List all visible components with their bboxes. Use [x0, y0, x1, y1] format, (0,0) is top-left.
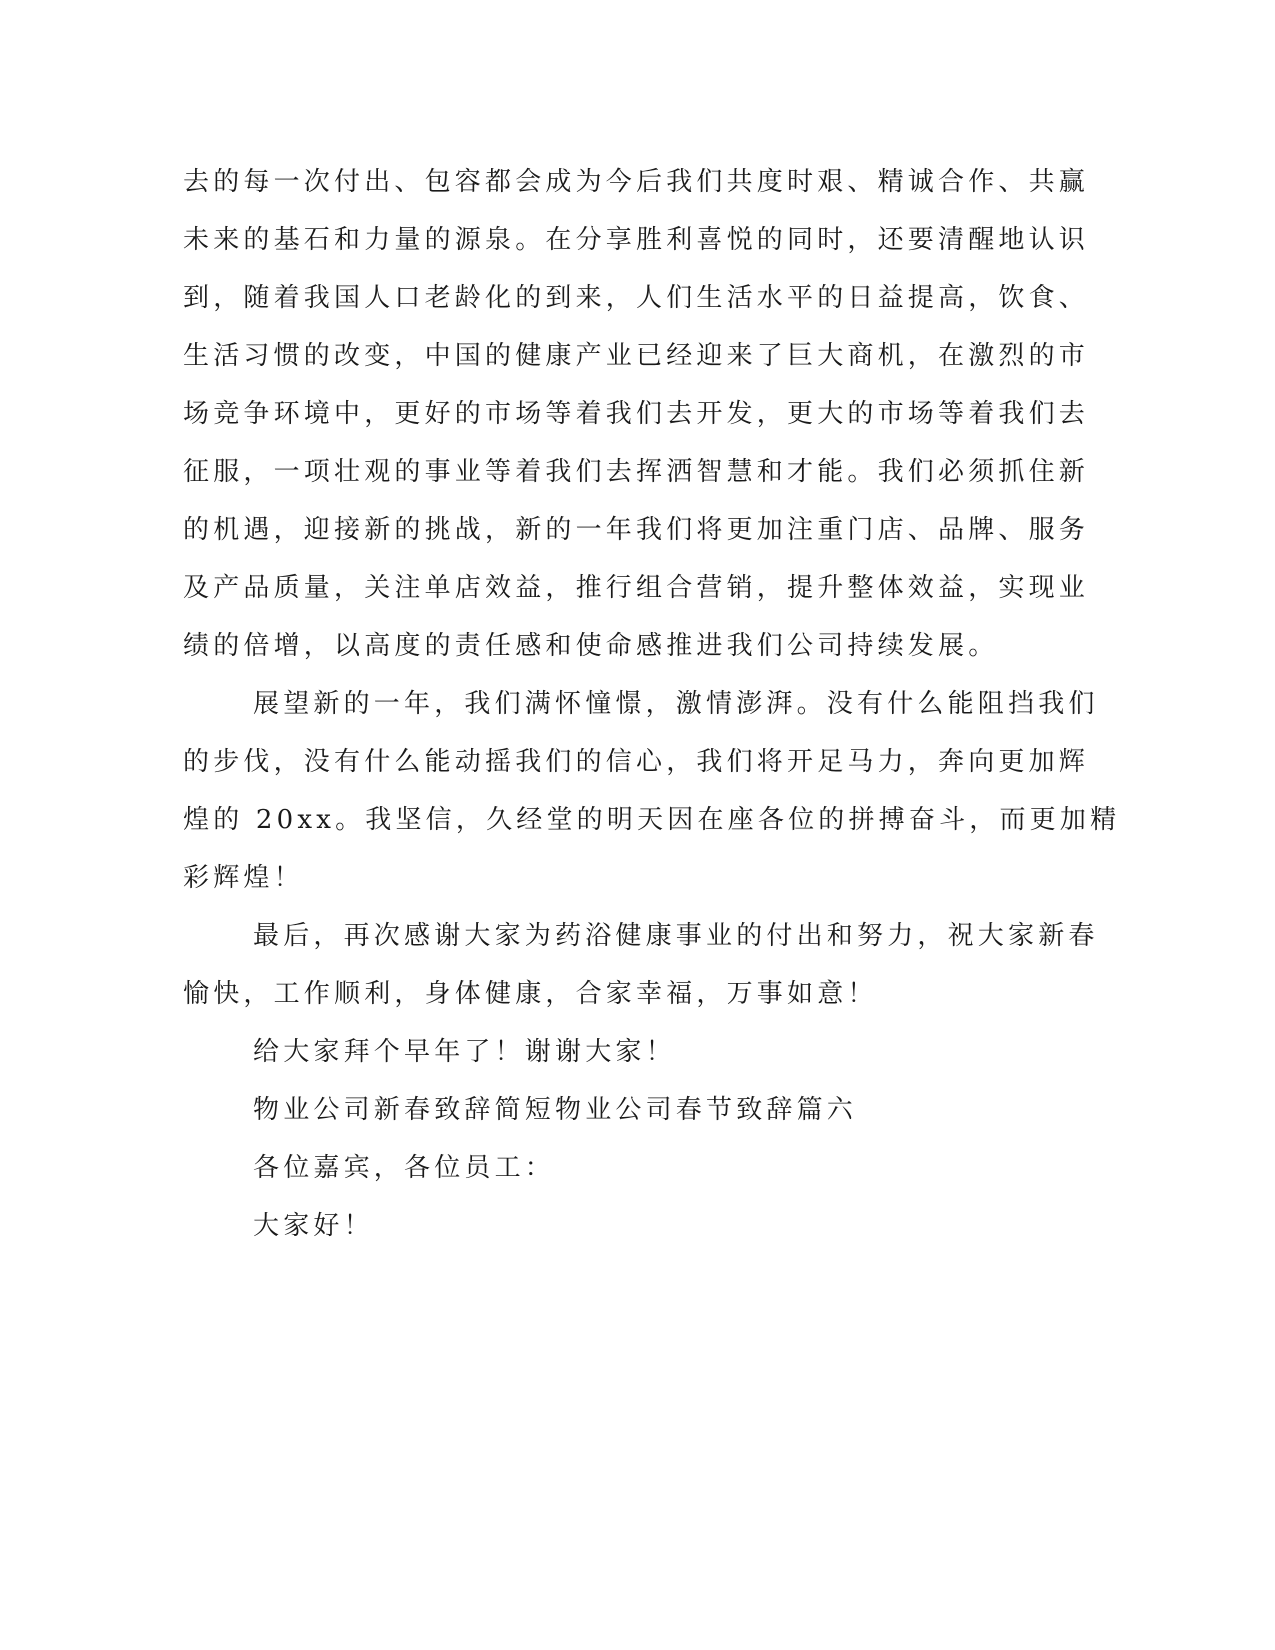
document-body: [183, 153, 1121, 1255]
section-heading-line: 物业公司新春致辞简短物业公司春节致辞篇六: [253, 1095, 858, 1125]
paragraph-start-line: 展望新的一年，我们满怀憧憬，激情澎湃。没有什么能阻挡我们: [253, 689, 1099, 719]
salutation-line: 各位嘉宾，各位员工：: [253, 1153, 556, 1183]
text-line: 绩的倍增，以高度的责任感和使命感推进我们公司持续发展。: [183, 631, 999, 661]
text-line: 到，随着我国人口老龄化的到来，人们生活水平的日益提高，饮食、: [183, 283, 1090, 313]
text-line: 生活习惯的改变，中国的健康产业已经迎来了巨大商机，在激烈的市: [183, 341, 1090, 371]
text-line: 的步伐，没有什么能动摇我们的信心，我们将开足马力，奔向更加辉: [183, 747, 1090, 777]
text-line: 及产品质量，关注单店效益，推行组合营销，提升整体效益，实现业: [183, 573, 1090, 603]
paragraph-start-line: 最后，再次感谢大家为药浴健康事业的付出和努力，祝大家新春: [253, 921, 1099, 951]
text-line: 彩辉煌！: [183, 863, 304, 893]
text-line: 去的每一次付出、包容都会成为今后我们共度时艰、精诚合作、共赢: [183, 167, 1090, 197]
text-line: 征服，一项壮观的事业等着我们去挥洒智慧和才能。我们必须抓住新: [183, 457, 1090, 487]
text-line: 愉快，工作顺利，身体健康，合家幸福，万事如意！: [183, 979, 878, 1009]
text-line: 煌的 20xx。我坚信，久经堂的明天因在座各位的拼搏奋斗，而更加精: [183, 805, 1121, 835]
text-line: 未来的基石和力量的源泉。在分享胜利喜悦的同时，还要清醒地认识: [183, 225, 1090, 255]
text-line: 场竞争环境中，更好的市场等着我们去开发，更大的市场等着我们去: [183, 399, 1090, 429]
text-line: 的机遇，迎接新的挑战，新的一年我们将更加注重门店、品牌、服务: [183, 515, 1090, 545]
paragraph-start-line: 给大家拜个早年了！谢谢大家！: [253, 1037, 676, 1067]
greeting-line: 大家好！: [253, 1211, 374, 1241]
